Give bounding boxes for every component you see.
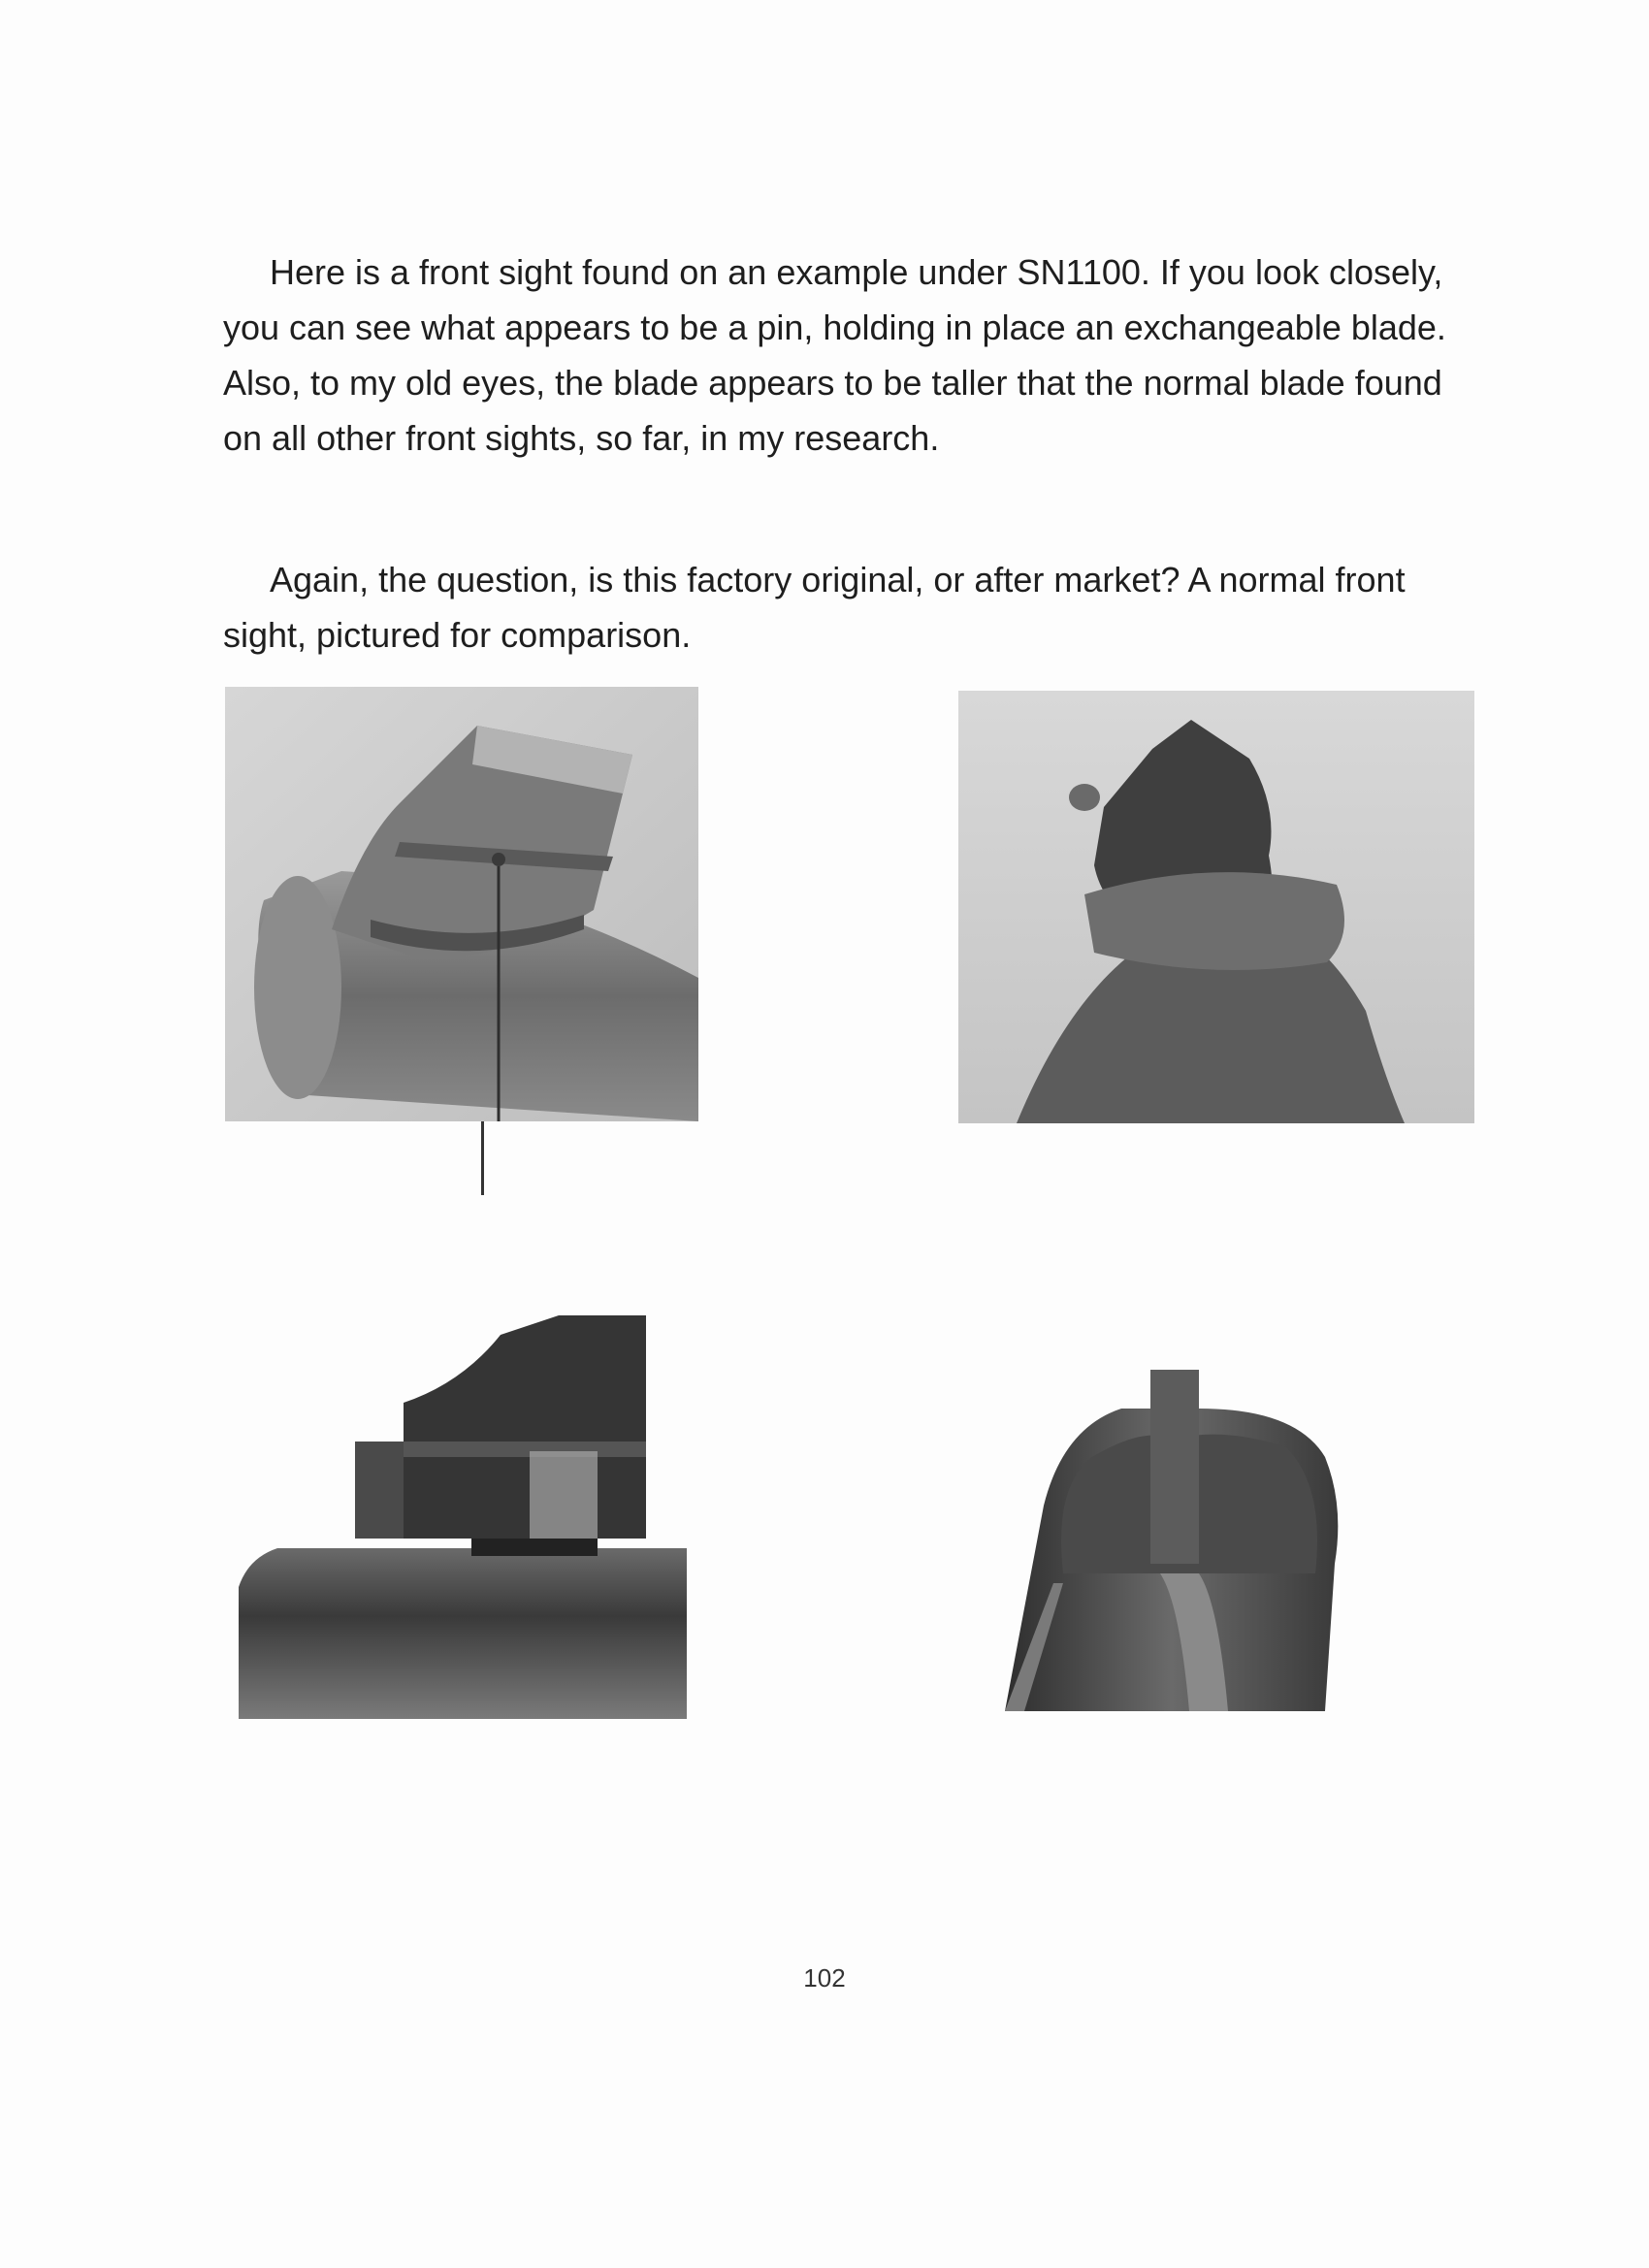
photo-pinned-blade-sight bbox=[225, 687, 698, 1121]
photo-sight-side-view bbox=[958, 691, 1474, 1123]
page-number: 102 bbox=[803, 1963, 846, 1993]
paragraph-sn1100-sight: Here is a front sight found on an example under SN1100. If you look closely, you can see what appears to be a pin, holding in place an exchangeable blade. Also, to my old eyes, the blade appears to be taller that the normal blade found on all other front sights, so far, in my research. bbox=[223, 252, 1446, 458]
photo-normal-sight-end-view bbox=[1005, 1350, 1372, 1711]
paragraph-comparison: Again, the question, is this factory original, or after market? A normal front sight, pictured for comparison. bbox=[223, 560, 1406, 655]
pointer-line bbox=[481, 1121, 484, 1195]
photo-normal-sight-profile bbox=[239, 1296, 687, 1719]
